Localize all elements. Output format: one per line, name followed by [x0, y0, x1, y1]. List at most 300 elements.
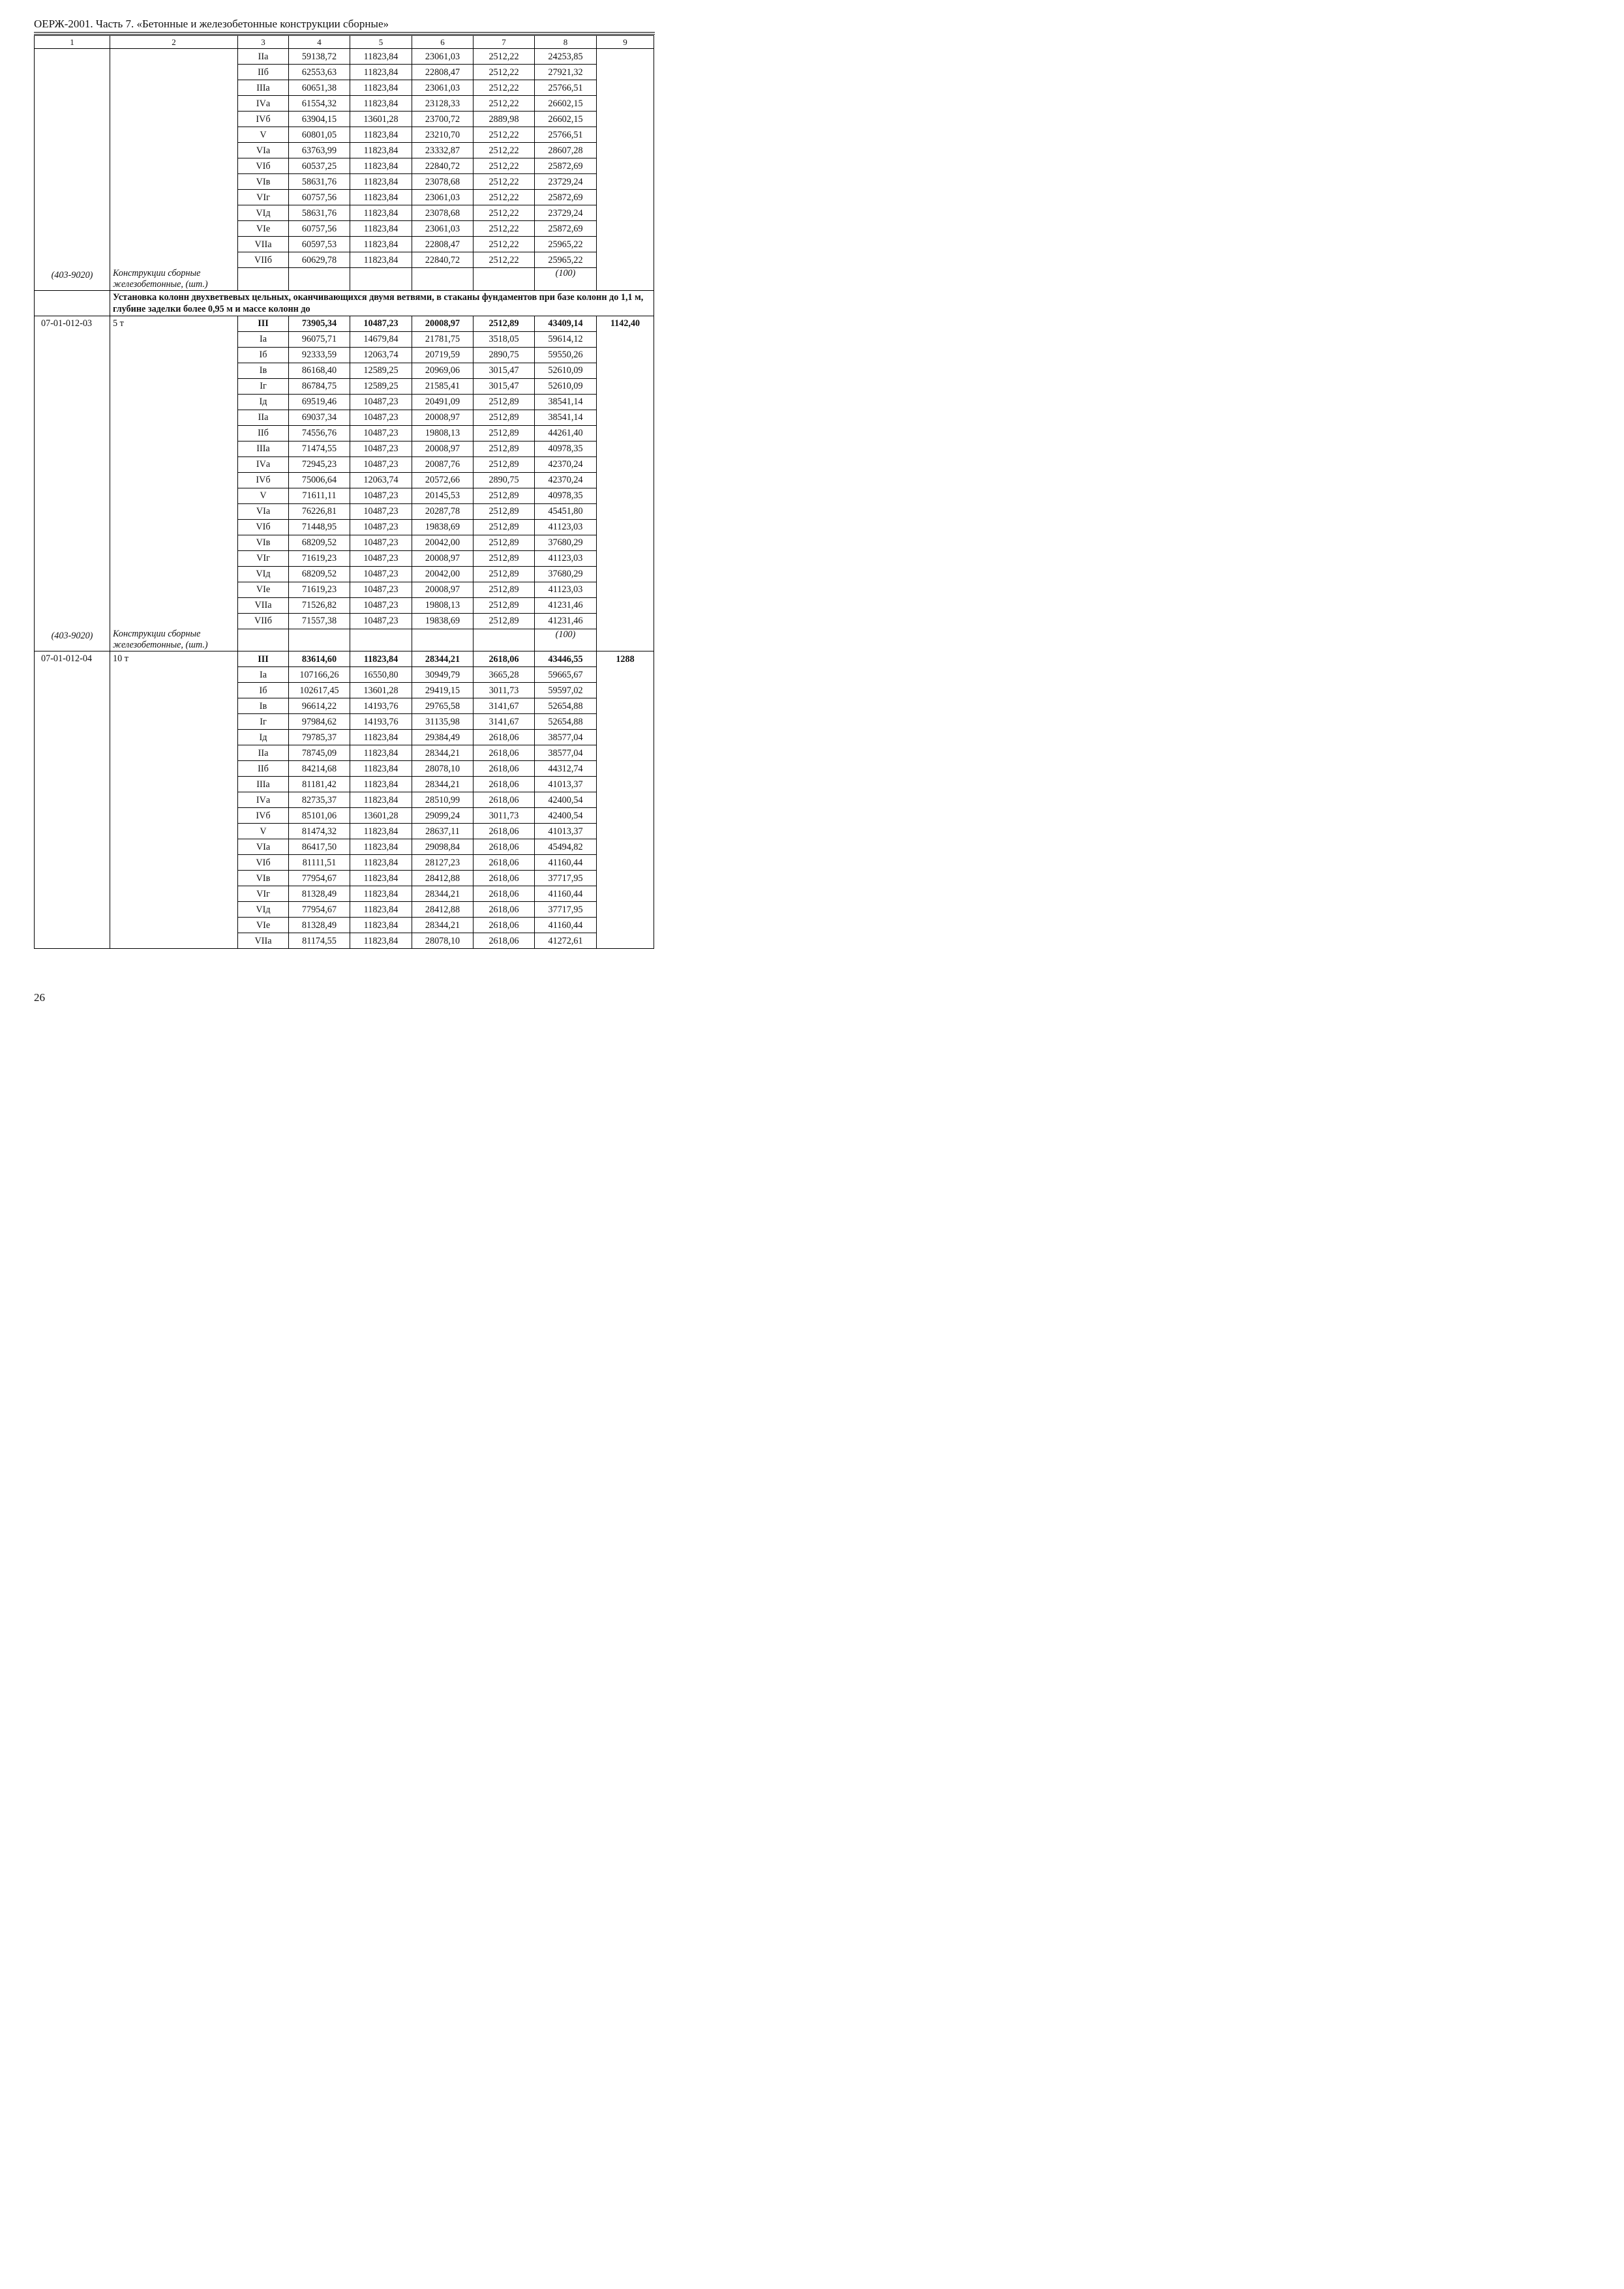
total-cost-cell: 60537,25 — [289, 158, 350, 174]
code-cell — [35, 933, 110, 949]
description-cell — [110, 886, 238, 902]
machines-cell: 30949,79 — [412, 667, 474, 683]
description-cell — [110, 683, 238, 698]
wages-cell: 11823,84 — [350, 792, 412, 808]
operator-wages-cell: 2512,22 — [474, 65, 535, 80]
description-cell — [110, 597, 238, 613]
wages-cell: 12589,25 — [350, 378, 412, 394]
zone-cell: V — [238, 127, 289, 143]
zone-cell: III — [238, 316, 289, 331]
wages-cell: 14679,84 — [350, 331, 412, 347]
total-cost-cell: 68209,52 — [289, 566, 350, 582]
operator-wages-cell: 2512,89 — [474, 394, 535, 410]
materials-cell: 43446,55 — [535, 651, 597, 667]
zone-cell: VIг — [238, 190, 289, 205]
table-row — [35, 714, 654, 730]
zone-cell: VIв — [238, 174, 289, 190]
zone-cell: VIв — [238, 871, 289, 886]
zone-cell: VIб — [238, 855, 289, 871]
labor-cell — [597, 488, 654, 503]
wages-cell: 10487,23 — [350, 566, 412, 582]
table-row — [35, 683, 654, 698]
description-cell — [110, 933, 238, 949]
wages-cell: 13601,28 — [350, 112, 412, 127]
total-cost-cell: 71557,38 — [289, 613, 350, 629]
total-cost-cell: 68209,52 — [289, 535, 350, 550]
total-cost-cell: 73905,34 — [289, 316, 350, 331]
operator-wages-cell: 2512,22 — [474, 174, 535, 190]
code-cell — [35, 112, 110, 127]
total-cost-cell: 72945,23 — [289, 456, 350, 472]
materials-cell: 38577,04 — [535, 730, 597, 745]
wages-cell: 11823,84 — [350, 96, 412, 112]
code-cell — [35, 143, 110, 158]
code-cell — [35, 613, 110, 629]
machines-cell: 23078,68 — [412, 174, 474, 190]
code-cell — [35, 886, 110, 902]
table-row — [35, 871, 654, 886]
total-cost-cell: 63904,15 — [289, 112, 350, 127]
operator-wages-cell: 2512,89 — [474, 535, 535, 550]
materials-cell: 25872,69 — [535, 158, 597, 174]
operator-wages-cell: 2512,22 — [474, 49, 535, 65]
zone-cell: VIа — [238, 839, 289, 855]
code-cell — [35, 792, 110, 808]
column-number-header: 1 — [35, 36, 110, 49]
labor-cell — [597, 252, 654, 268]
operator-wages-cell: 2618,06 — [474, 933, 535, 949]
description-cell — [110, 158, 238, 174]
table-row — [35, 472, 654, 488]
wages-cell: 11823,84 — [350, 777, 412, 792]
materials-cell: 41013,37 — [535, 777, 597, 792]
operator-wages-cell: 2889,98 — [474, 112, 535, 127]
code-cell — [35, 730, 110, 745]
labor-cell — [597, 871, 654, 886]
table-row — [35, 918, 654, 933]
operator-wages-cell: 2618,06 — [474, 839, 535, 855]
machines-cell: 28412,88 — [412, 902, 474, 918]
description-cell — [110, 441, 238, 456]
code-cell — [35, 761, 110, 777]
machines-cell: 20572,66 — [412, 472, 474, 488]
code-cell — [35, 441, 110, 456]
zone-cell: IIб — [238, 65, 289, 80]
zone-cell: Iб — [238, 347, 289, 363]
wages-cell: 11823,84 — [350, 65, 412, 80]
materials-cell: 59550,26 — [535, 347, 597, 363]
description-cell — [110, 127, 238, 143]
code-cell — [35, 582, 110, 597]
machines-cell: 28078,10 — [412, 761, 474, 777]
zone-cell: VIд — [238, 902, 289, 918]
labor-cell — [597, 550, 654, 566]
code-cell — [35, 456, 110, 472]
zone-cell: Iд — [238, 730, 289, 745]
wages-cell: 11823,84 — [350, 855, 412, 871]
labor-cell — [597, 96, 654, 112]
machines-cell: 28344,21 — [412, 777, 474, 792]
empty-cell — [474, 629, 535, 651]
machines-cell: 20008,97 — [412, 582, 474, 597]
description-cell — [110, 347, 238, 363]
column-number-header: 7 — [474, 36, 535, 49]
zone-cell: Iа — [238, 667, 289, 683]
wages-cell: 11823,84 — [350, 221, 412, 237]
zone-cell: VIб — [238, 519, 289, 535]
wages-cell: 11823,84 — [350, 871, 412, 886]
code-cell — [35, 566, 110, 582]
table-row — [35, 519, 654, 535]
description-cell — [110, 566, 238, 582]
labor-cell — [597, 174, 654, 190]
materials-cell: 45451,80 — [535, 503, 597, 519]
code-cell — [35, 221, 110, 237]
machines-cell: 31135,98 — [412, 714, 474, 730]
table-row — [35, 80, 654, 96]
machines-cell: 20042,00 — [412, 535, 474, 550]
zone-cell: IIа — [238, 410, 289, 425]
total-cost-cell: 77954,67 — [289, 871, 350, 886]
table-row — [35, 425, 654, 441]
wages-cell: 10487,23 — [350, 394, 412, 410]
labor-cell — [597, 65, 654, 80]
total-cost-cell: 60757,56 — [289, 221, 350, 237]
total-cost-cell: 60801,05 — [289, 127, 350, 143]
wages-cell: 11823,84 — [350, 158, 412, 174]
materials-cell: 26602,15 — [535, 112, 597, 127]
materials-cell: 25965,22 — [535, 252, 597, 268]
zone-cell: VIд — [238, 205, 289, 221]
total-cost-cell: 78745,09 — [289, 745, 350, 761]
labor-cell — [597, 410, 654, 425]
materials-cell: 41123,03 — [535, 519, 597, 535]
zone-cell: IIа — [238, 745, 289, 761]
operator-wages-cell: 2512,89 — [474, 597, 535, 613]
materials-cell: 41160,44 — [535, 918, 597, 933]
table-row — [35, 839, 654, 855]
table-row — [35, 221, 654, 237]
machines-cell: 19808,13 — [412, 425, 474, 441]
zone-cell: Iг — [238, 378, 289, 394]
code-cell — [35, 363, 110, 378]
table-row — [35, 127, 654, 143]
code-cell — [35, 331, 110, 347]
materials-cell: 42400,54 — [535, 808, 597, 824]
zone-cell: IIIа — [238, 441, 289, 456]
table-row — [35, 347, 654, 363]
operator-wages-cell: 3518,05 — [474, 331, 535, 347]
zone-cell: Iа — [238, 331, 289, 347]
code-cell — [35, 174, 110, 190]
operator-wages-cell: 2512,89 — [474, 566, 535, 582]
operator-wages-cell: 2890,75 — [474, 347, 535, 363]
operator-wages-cell: 3011,73 — [474, 683, 535, 698]
materials-cell: 25965,22 — [535, 237, 597, 252]
operator-wages-cell: 2512,89 — [474, 488, 535, 503]
description-cell — [110, 65, 238, 80]
total-cost-cell: 102617,45 — [289, 683, 350, 698]
machines-cell: 23700,72 — [412, 112, 474, 127]
section-title-row — [35, 290, 654, 316]
wages-cell: 11823,84 — [350, 237, 412, 252]
operator-wages-cell: 2512,22 — [474, 127, 535, 143]
description-cell — [110, 902, 238, 918]
total-cost-cell: 75006,64 — [289, 472, 350, 488]
operator-wages-cell: 2618,06 — [474, 651, 535, 667]
operator-wages-cell: 2512,22 — [474, 237, 535, 252]
machines-cell: 20719,59 — [412, 347, 474, 363]
labor-cell — [597, 714, 654, 730]
total-cost-cell: 71619,23 — [289, 582, 350, 597]
labor-cell — [597, 331, 654, 347]
code-cell — [35, 683, 110, 698]
table-row — [35, 331, 654, 347]
machines-cell: 22840,72 — [412, 158, 474, 174]
table-row — [35, 441, 654, 456]
wages-cell: 10487,23 — [350, 582, 412, 597]
table-row — [35, 566, 654, 582]
operator-wages-cell: 2512,89 — [474, 582, 535, 597]
machines-cell: 28344,21 — [412, 651, 474, 667]
wages-cell: 10487,23 — [350, 550, 412, 566]
operator-wages-cell: 2512,89 — [474, 425, 535, 441]
operator-wages-cell: 2618,06 — [474, 871, 535, 886]
description-cell — [110, 839, 238, 855]
operator-wages-cell: 2512,22 — [474, 143, 535, 158]
materials-cell: 38577,04 — [535, 745, 597, 761]
operator-wages-cell: 2618,06 — [474, 777, 535, 792]
section-title: Установка колонн двухветвевых цельных, оканчивающихся двумя ветвями, в стаканы фундаментов при базе колонн до 1,1 м, глубине заделки более 0,95 м и массе колонн до — [110, 290, 654, 316]
total-cost-cell: 62553,63 — [289, 65, 350, 80]
machines-cell: 22808,47 — [412, 237, 474, 252]
total-cost-cell: 60757,56 — [289, 190, 350, 205]
operator-wages-cell: 2618,06 — [474, 886, 535, 902]
materials-cell: 45494,82 — [535, 839, 597, 855]
total-cost-cell: 96614,22 — [289, 698, 350, 714]
labor-cell — [597, 49, 654, 65]
zone-cell: VIIа — [238, 237, 289, 252]
description-cell — [110, 378, 238, 394]
code-cell — [35, 205, 110, 221]
labor-cell — [597, 808, 654, 824]
operator-wages-cell: 2618,06 — [474, 855, 535, 871]
labor-cell — [597, 933, 654, 949]
materials-cell: 25872,69 — [535, 190, 597, 205]
labor-cell — [597, 597, 654, 613]
table-row — [35, 535, 654, 550]
labor-cell — [597, 918, 654, 933]
materials-cell: 41123,03 — [535, 550, 597, 566]
operator-wages-cell: 2618,06 — [474, 902, 535, 918]
operator-wages-cell: 2512,22 — [474, 252, 535, 268]
total-cost-cell: 86417,50 — [289, 839, 350, 855]
operator-wages-cell: 2618,06 — [474, 824, 535, 839]
code-cell: 07-01-012-04 — [35, 651, 110, 667]
machines-cell: 20042,00 — [412, 566, 474, 582]
table-row — [35, 745, 654, 761]
total-cost-cell: 81328,49 — [289, 918, 350, 933]
total-cost-cell: 71611,11 — [289, 488, 350, 503]
zone-cell: Iг — [238, 714, 289, 730]
materials-cell: 41013,37 — [535, 824, 597, 839]
code-cell — [35, 550, 110, 566]
labor-cell — [597, 425, 654, 441]
wages-cell: 10487,23 — [350, 488, 412, 503]
machines-cell: 20287,78 — [412, 503, 474, 519]
rates-table — [34, 35, 654, 949]
operator-wages-cell: 3141,67 — [474, 698, 535, 714]
total-cost-cell: 92333,59 — [289, 347, 350, 363]
description-cell — [110, 613, 238, 629]
total-cost-cell: 59138,72 — [289, 49, 350, 65]
machines-cell: 22840,72 — [412, 252, 474, 268]
materials-cell: 27921,32 — [535, 65, 597, 80]
labor-cell — [597, 363, 654, 378]
table-row — [35, 886, 654, 902]
column-number-header: 6 — [412, 36, 474, 49]
wages-cell: 10487,23 — [350, 410, 412, 425]
table-row — [35, 488, 654, 503]
description-cell — [110, 761, 238, 777]
materials-cell: 25872,69 — [535, 221, 597, 237]
zone-cell: III — [238, 651, 289, 667]
total-cost-cell: 71526,82 — [289, 597, 350, 613]
labor-cell — [597, 221, 654, 237]
labor-cell — [597, 792, 654, 808]
table-row — [35, 65, 654, 80]
labor-cell — [597, 839, 654, 855]
description-cell — [110, 331, 238, 347]
wages-cell: 11823,84 — [350, 80, 412, 96]
wages-cell: 10487,23 — [350, 597, 412, 613]
code-cell — [35, 394, 110, 410]
resource-description-cell: Конструкции сборные железобетонные, (шт.) — [110, 268, 238, 291]
code-cell — [35, 871, 110, 886]
description-cell — [110, 237, 238, 252]
wages-cell: 10487,23 — [350, 441, 412, 456]
wages-cell: 11823,84 — [350, 918, 412, 933]
operator-wages-cell: 2512,89 — [474, 613, 535, 629]
header-rule — [34, 32, 655, 33]
description-cell — [110, 550, 238, 566]
total-cost-cell: 71448,95 — [289, 519, 350, 535]
column-number-header: 4 — [289, 36, 350, 49]
labor-cell — [597, 582, 654, 597]
description-cell — [110, 472, 238, 488]
labor-cell — [597, 777, 654, 792]
wages-cell: 14193,76 — [350, 714, 412, 730]
materials-cell: 42370,24 — [535, 472, 597, 488]
code-cell — [35, 158, 110, 174]
machines-cell: 23332,87 — [412, 143, 474, 158]
table-row — [35, 503, 654, 519]
description-cell — [110, 410, 238, 425]
total-cost-cell: 96075,71 — [289, 331, 350, 347]
table-row — [35, 252, 654, 268]
wages-cell: 11823,84 — [350, 730, 412, 745]
operator-wages-cell: 2512,22 — [474, 80, 535, 96]
wages-cell: 12063,74 — [350, 347, 412, 363]
wages-cell: 11823,84 — [350, 824, 412, 839]
table-row — [35, 808, 654, 824]
materials-cell: 42400,54 — [535, 792, 597, 808]
zone-cell: V — [238, 824, 289, 839]
operator-wages-cell: 2512,22 — [474, 96, 535, 112]
zone-cell: VIг — [238, 886, 289, 902]
materials-cell: 37717,95 — [535, 902, 597, 918]
wages-cell: 10487,23 — [350, 535, 412, 550]
labor-cell — [597, 824, 654, 839]
wages-cell: 11823,84 — [350, 839, 412, 855]
code-cell — [35, 714, 110, 730]
materials-cell: 38541,14 — [535, 410, 597, 425]
wages-cell: 11823,84 — [350, 174, 412, 190]
materials-cell: 44312,74 — [535, 761, 597, 777]
table-row — [35, 49, 654, 65]
zone-cell: V — [238, 488, 289, 503]
labor-cell — [597, 886, 654, 902]
operator-wages-cell: 2512,89 — [474, 503, 535, 519]
materials-cell: 38541,14 — [535, 394, 597, 410]
wages-cell: 12063,74 — [350, 472, 412, 488]
code-cell — [35, 667, 110, 683]
wages-cell: 11823,84 — [350, 252, 412, 268]
zone-cell: IIб — [238, 761, 289, 777]
description-cell — [110, 698, 238, 714]
table-row — [35, 96, 654, 112]
wages-cell: 11823,84 — [350, 49, 412, 65]
zone-cell: IVа — [238, 792, 289, 808]
zone-cell: Iв — [238, 698, 289, 714]
zone-cell: IIа — [238, 49, 289, 65]
labor-cell: 1288 — [597, 651, 654, 667]
zone-cell: VIг — [238, 550, 289, 566]
wages-cell: 12589,25 — [350, 363, 412, 378]
machines-cell: 28637,11 — [412, 824, 474, 839]
description-cell — [110, 792, 238, 808]
operator-wages-cell: 2512,89 — [474, 410, 535, 425]
materials-cell: 41160,44 — [535, 855, 597, 871]
description-cell — [110, 96, 238, 112]
description-cell — [110, 871, 238, 886]
table-row — [35, 855, 654, 871]
code-cell — [35, 808, 110, 824]
code-cell — [35, 488, 110, 503]
operator-wages-cell: 2512,22 — [474, 221, 535, 237]
table-row — [35, 761, 654, 777]
empty-cell — [597, 268, 654, 291]
machines-cell: 20008,97 — [412, 316, 474, 331]
operator-wages-cell: 2890,75 — [474, 472, 535, 488]
description-cell — [110, 503, 238, 519]
materials-cell: 26602,15 — [535, 96, 597, 112]
machines-cell: 23210,70 — [412, 127, 474, 143]
code-cell — [35, 96, 110, 112]
operator-wages-cell: 2512,22 — [474, 205, 535, 221]
wages-cell: 11823,84 — [350, 761, 412, 777]
total-cost-cell: 58631,76 — [289, 205, 350, 221]
labor-cell — [597, 205, 654, 221]
code-cell — [35, 503, 110, 519]
code-cell — [35, 745, 110, 761]
total-cost-cell: 61554,32 — [289, 96, 350, 112]
table-row — [35, 316, 654, 331]
machines-cell: 29765,58 — [412, 698, 474, 714]
materials-cell: 37680,29 — [535, 566, 597, 582]
zone-cell: VIIб — [238, 252, 289, 268]
code-cell — [35, 237, 110, 252]
